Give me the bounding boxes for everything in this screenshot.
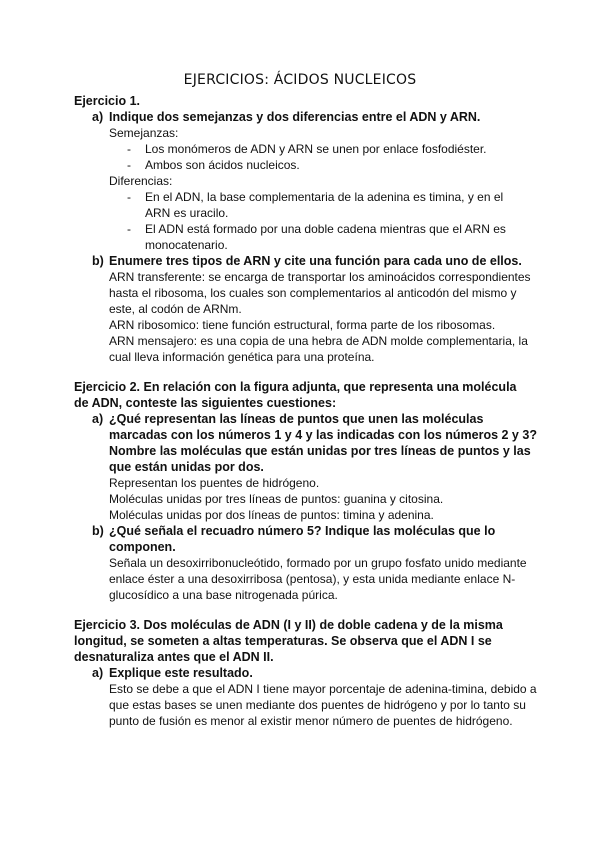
answer-paragraph: ARN mensajero: es una copia de una hebra de ADN molde complementaria, la cual lleva información genética para una proteína. <box>109 334 528 364</box>
question-text: Explique este resultado. <box>109 666 253 680</box>
list-item-text: Los monómeros de ADN y ARN se unen por enlace fosfodiéster. <box>145 142 487 156</box>
question-text: ¿Qué representan las líneas de puntos que unen las moléculas marcadas con los números 1 y 4 y las indicadas con los números 2 y 3? Nombre las moléculas que están unidas por tres líneas de puntos y las que están unidas por dos. <box>109 412 537 474</box>
exercise-2-question-b <box>92 523 542 555</box>
answer-line: Moléculas unidas por dos líneas de puntos: timina y adenina. <box>109 508 434 522</box>
list-item <box>127 141 517 157</box>
bullet-dash: - <box>127 142 131 156</box>
answer-line: Representan los puentes de hidrógeno. <box>109 476 320 490</box>
question-label: a) <box>92 412 104 426</box>
exercise-2-question-a <box>92 411 542 475</box>
list-item-text: El ADN está formado por una doble cadena mientras que el ARN es monocatenario. <box>145 222 506 252</box>
answer-paragraph: Señala un desoxirribonucleótido, formado por un grupo fosfato unido mediante enlace éster a una desoxirribosa (pentosa), y esta unida mediante enlace N-glucosídico a una base nitrogenada púrica. <box>109 556 527 602</box>
list-item <box>127 221 517 253</box>
list-item-text: En el ADN, la base complementaria de la adenina es timina, y en el ARN es uracilo. <box>145 190 504 220</box>
list-item-text: Ambos son ácidos nucleicos. <box>145 158 300 172</box>
answer-paragraph: ARN ribosomico: tiene función estructural, forma parte de los ribosomas. <box>109 318 496 332</box>
exercise-1-heading: Ejercicio 1. <box>74 94 141 108</box>
answer-paragraph: ARN transferente: se encarga de transportar los aminoácidos correspondientes hasta el ribosoma, los cuales son complementarios al anticodón del mismo y este, al codón de ARNm. <box>109 270 531 316</box>
bullet-dash: - <box>127 222 131 236</box>
bullet-dash: - <box>127 190 131 204</box>
bullet-dash: - <box>127 158 131 172</box>
exercise-3-question-a <box>92 665 542 681</box>
document-title: EJERCICIOS: ÁCIDOS NUCLEICOS <box>183 72 417 88</box>
answer-line: Moléculas unidas por tres líneas de puntos: guanina y citosina. <box>109 492 444 506</box>
question-label: a) <box>92 110 104 124</box>
question-label: b) <box>92 524 104 538</box>
question-label: b) <box>92 254 104 268</box>
semejanzas-label: Semejanzas: <box>109 126 179 140</box>
question-label: a) <box>92 666 104 680</box>
answer-paragraph: Esto se debe a que el ADN I tiene mayor porcentaje de adenina-timina, debido a que estas bases se unen mediante dos puentes de hidrógeno y por lo tanto su punto de fusión es menor al existir menor número de puentes de hidrógeno. <box>109 682 537 728</box>
question-text: Indique dos semejanzas y dos diferencias entre el ADN y ARN. <box>109 110 481 124</box>
diferencias-label: Diferencias: <box>109 174 173 188</box>
list-item <box>127 189 517 221</box>
exercise-2-heading: Ejercicio 2. En relación con la figura adjunta, que representa una molécula de ADN, conteste las siguientes cuestiones: <box>74 380 517 410</box>
exercise-1-question-b <box>92 253 542 269</box>
list-item <box>127 157 517 173</box>
exercise-1-question-a <box>92 109 542 125</box>
question-text: ¿Qué señala el recuadro número 5? Indique las moléculas que lo componen. <box>109 524 496 554</box>
exercise-3-heading: Ejercicio 3. Dos moléculas de ADN (I y II) de doble cadena y de la misma longitud, se someten a altas temperaturas. Se observa que el ADN I se desnaturaliza antes que el ADN II. <box>74 618 503 664</box>
question-text: Enumere tres tipos de ARN y cite una función para cada uno de ellos. <box>109 254 522 268</box>
